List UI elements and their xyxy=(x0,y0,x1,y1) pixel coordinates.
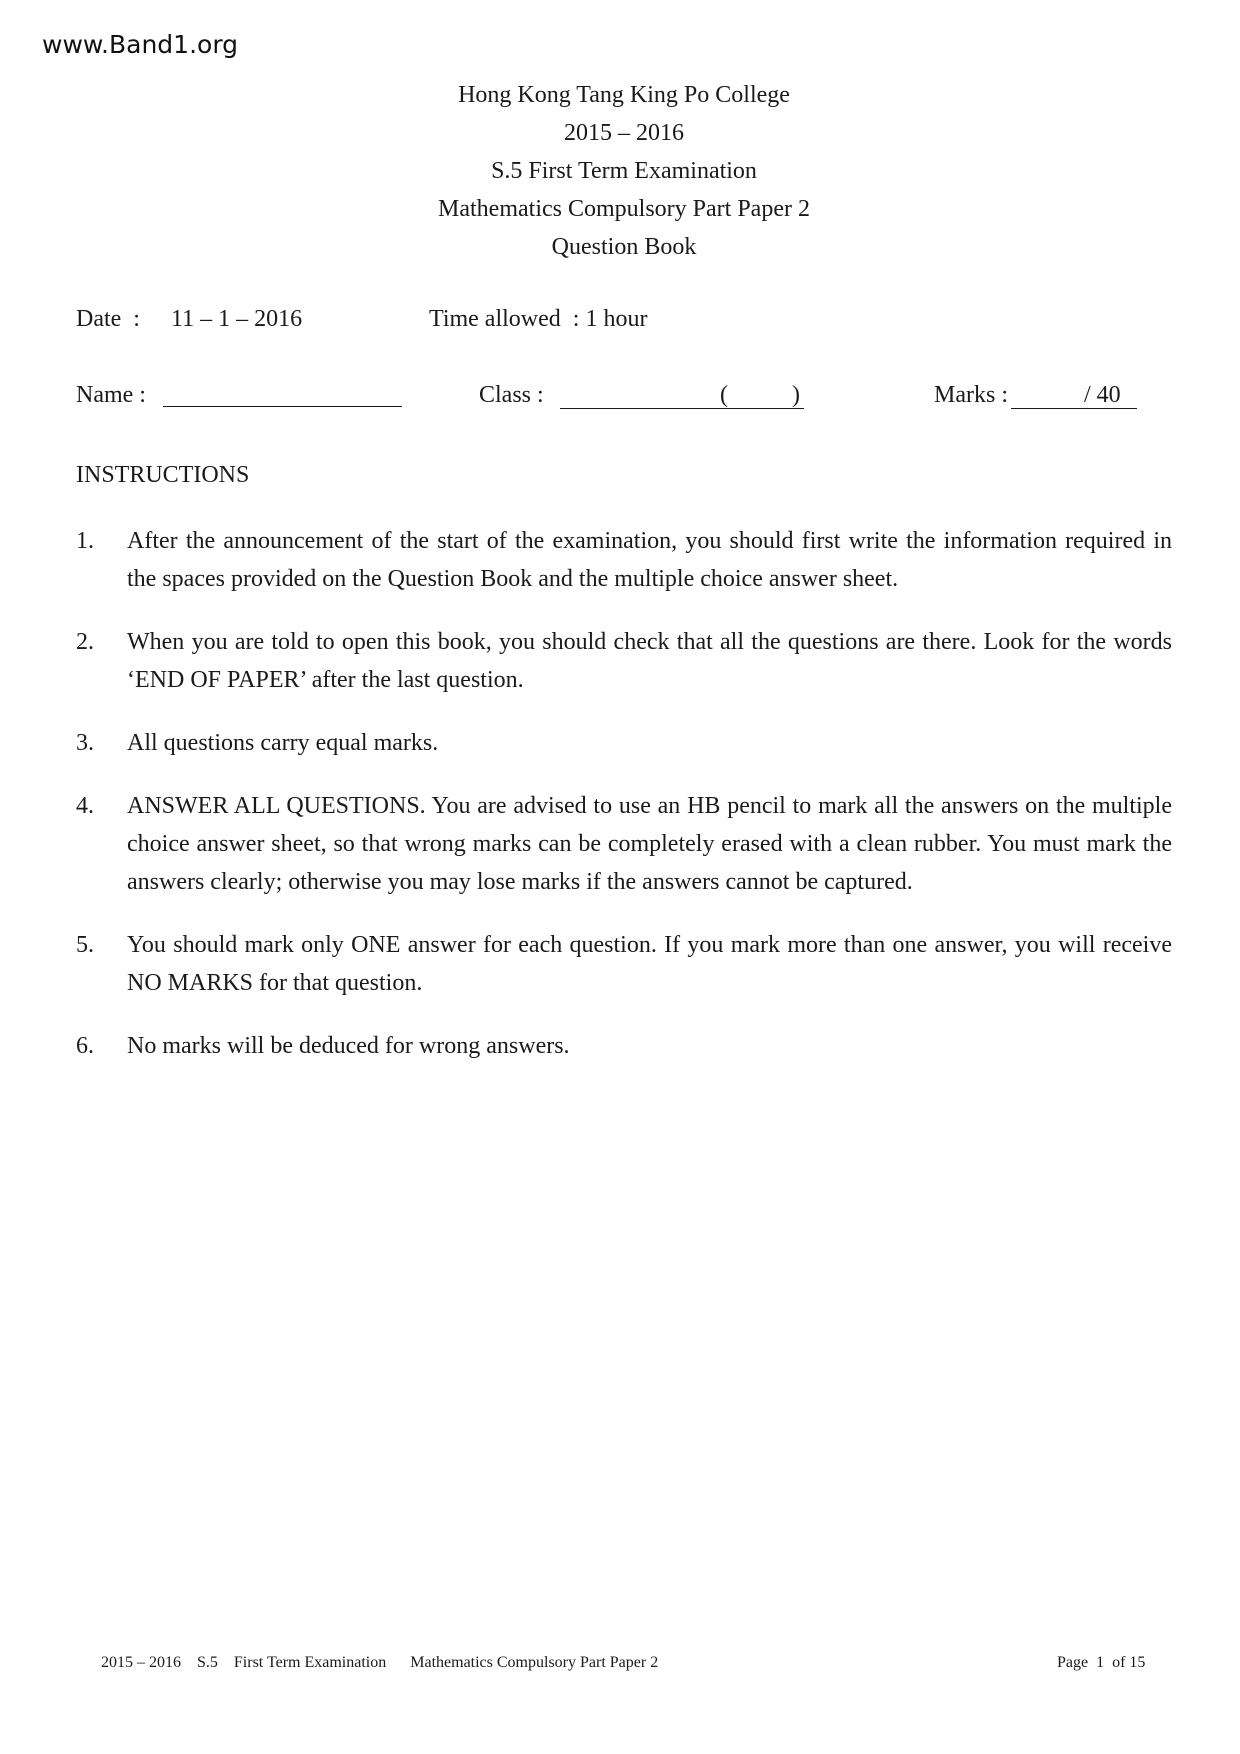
watermark: www.Band1.org xyxy=(42,30,239,59)
exam-title: S.5 First Term Examination xyxy=(491,158,757,184)
book-title: Question Book xyxy=(551,234,697,260)
instruction-number: 4. xyxy=(76,793,94,819)
marks-total: / 40 xyxy=(1084,382,1121,408)
instruction-number: 1. xyxy=(76,528,94,554)
class-label: Class : xyxy=(479,382,544,408)
class-number-open-paren: ( xyxy=(720,382,728,408)
instruction-item xyxy=(76,1027,1172,1065)
instruction-number: 3. xyxy=(76,730,94,756)
class-number-close-paren: ) xyxy=(792,382,800,408)
instruction-text: After the announcement of the start of the examination, you should first write the information required in the spaces provided on the Question Book and the multiple choice answer sheet. xyxy=(127,528,1172,592)
instruction-item xyxy=(76,787,1172,901)
academic-year: 2015 – 2016 xyxy=(564,120,684,146)
footer-page-number: Page 1 of 15 xyxy=(1057,1654,1146,1671)
instruction-text: You should mark only ONE answer for each question. If you mark more than one answer, you will receive NO MARKS for that question. xyxy=(127,932,1172,996)
instruction-number: 2. xyxy=(76,629,94,655)
instruction-text: No marks will be deduced for wrong answers. xyxy=(127,1033,570,1059)
instruction-number: 5. xyxy=(76,932,94,958)
school-name: Hong Kong Tang King Po College xyxy=(458,82,790,108)
instruction-item xyxy=(76,926,1172,1002)
name-blank[interactable] xyxy=(163,406,402,407)
instruction-text: All questions carry equal marks. xyxy=(127,730,439,756)
exam-header xyxy=(0,76,1240,266)
date-label: Date : xyxy=(76,306,140,332)
instruction-text: ANSWER ALL QUESTIONS. You are advised to use an HB pencil to mark all the answers on the multiple choice answer sheet, so that wrong marks can be completely erased with a clean rubber. You must mark the answers clearly; otherwise you may lose marks if the answers cannot be captured. xyxy=(127,793,1172,895)
paper-title: Mathematics Compulsory Part Paper 2 xyxy=(438,196,810,222)
instruction-text: When you are told to open this book, you should check that all the questions are there. Look for the words ‘END OF PAPER’ after the last question. xyxy=(127,629,1172,693)
instruction-item xyxy=(76,724,1172,762)
time-allowed: Time allowed : 1 hour xyxy=(429,306,648,332)
marks-label: Marks : xyxy=(934,382,1008,408)
instructions-list xyxy=(76,522,1172,1065)
date-value: 11 – 1 – 2016 xyxy=(171,306,303,332)
instructions-heading: INSTRUCTIONS xyxy=(76,462,250,488)
name-label: Name : xyxy=(76,382,146,408)
class-blank[interactable] xyxy=(560,382,804,409)
instruction-number: 6. xyxy=(76,1033,94,1059)
footer-exam-info: 2015 – 2016 S.5 First Term Examination Mathematics Compulsory Part Paper 2 xyxy=(101,1654,659,1671)
instruction-item xyxy=(76,522,1172,598)
instruction-item xyxy=(76,623,1172,699)
